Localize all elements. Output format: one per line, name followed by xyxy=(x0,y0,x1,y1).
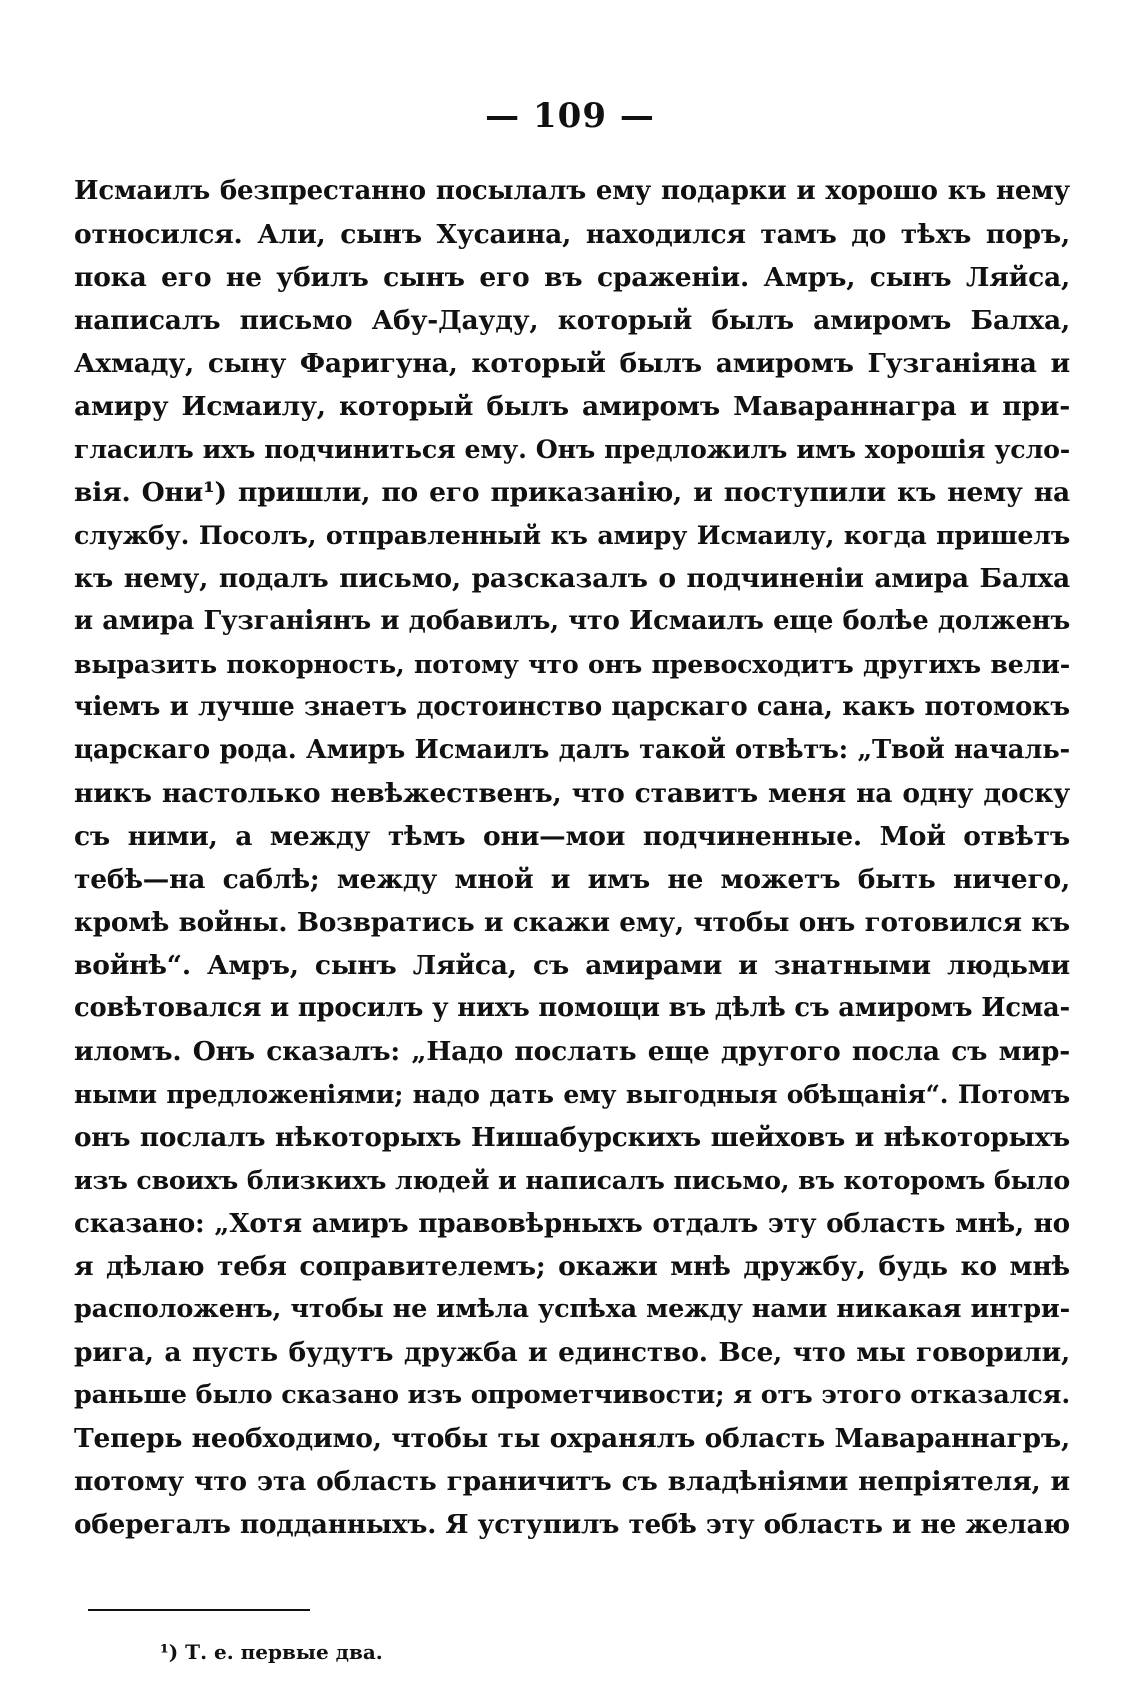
footnote-divider xyxy=(88,1609,310,1611)
text-line-24: изъ своихъ близкихъ людей и написалъ письмо, въ которомъ было xyxy=(74,1165,1070,1195)
text-line-12: выразить покорность, потому что онъ превосходитъ другихъ вели- xyxy=(74,649,1070,679)
text-line-22: ными предложеніями; надо дать ему выгодныя обѣщанія“. Потомъ xyxy=(74,1080,1070,1109)
text-line-11: и амира Гузганіянъ и добавилъ, что Исмаилъ еще болѣе долженъ xyxy=(74,606,1070,636)
text-line-13: чіемъ и лучше знаетъ достоинство царскаго сана, какъ потомокъ xyxy=(74,692,1070,722)
text-line-1: Исмаилъ безпрестанно посылалъ ему подарки и хорошо къ нему xyxy=(74,176,1070,206)
text-line-29: раньше было сказано изъ опрометчивости; я отъ этого отказался. xyxy=(74,1380,1070,1410)
text-line-21: иломъ. Онъ сказалъ: „Надо послать еще другого посла съ мир- xyxy=(74,1036,1070,1067)
text-line-27: расположенъ, чтобы не имѣла успѣха между нами никакая интри- xyxy=(74,1294,1070,1324)
body-text xyxy=(74,170,1070,1546)
text-line-17: тебѣ—на саблѣ; между мной и имъ не можетъ быть ничего, xyxy=(74,864,1070,895)
text-line-6: амиру Исмаилу, который былъ амиромъ Мавараннагра и при- xyxy=(74,391,1070,422)
page-number: — 109 — xyxy=(485,96,655,136)
text-line-20: совѣтовался и просилъ у нихъ помощи въ дѣлѣ съ амиромъ Исма- xyxy=(74,993,1070,1023)
text-line-2: относился. Али, сынъ Хусаина, находился тамъ до тѣхъ поръ, xyxy=(74,219,1070,250)
text-line-3: пока его не убилъ сынъ его въ сраженіи. Амръ, сынъ Ляйса, xyxy=(74,262,1070,293)
text-line-18: кромѣ войны. Возвратись и скажи ему, чтобы онъ готовился къ xyxy=(74,907,1070,938)
text-line-26: я дѣлаю тебя соправителемъ; окажи мнѣ дружбу, будь ко мнѣ xyxy=(74,1251,1070,1282)
text-line-31: потому что эта область граничитъ съ владѣніями непріятеля, и xyxy=(74,1466,1070,1497)
text-line-9: службу. Посолъ, отправленный къ амиру Исмаилу, когда пришелъ xyxy=(74,520,1070,550)
text-line-7: гласилъ ихъ подчиниться ему. Онъ предложилъ имъ хорошія усло- xyxy=(74,434,1070,464)
text-line-5: Ахмаду, сыну Фаригуна, который былъ амиромъ Гузганіяна и xyxy=(74,348,1070,379)
text-line-28: рига, а пусть будутъ дружба и единство. Все, что мы говорили, xyxy=(74,1337,1070,1368)
text-line-8: вія. Они¹) пришли, по его приказанію, и поступили къ нему на xyxy=(74,477,1070,508)
text-line-19: войнѣ“. Амръ, сынъ Ляйса, съ амирами и знатными людьми xyxy=(74,950,1070,981)
text-line-14: царскаго рода. Амиръ Исмаилъ далъ такой отвѣтъ: „Твой началь- xyxy=(74,735,1070,765)
footnote: ¹) Т. е. первые два. xyxy=(160,1640,383,1664)
text-line-15: никъ настолько невѣжественъ, что ставитъ меня на одну доску xyxy=(74,778,1070,809)
text-line-30: Теперь необходимо, чтобы ты охранялъ область Мавараннагръ, xyxy=(74,1423,1070,1454)
text-line-23: онъ послалъ нѣкоторыхъ Нишабурскихъ шейховъ и нѣкоторыхъ xyxy=(74,1122,1070,1153)
text-line-16: съ ними, а между тѣмъ они—мои подчиненные. Мой отвѣтъ xyxy=(74,821,1070,852)
text-line-4: написалъ письмо Абу-Дауду, который былъ амиромъ Балха, xyxy=(74,305,1070,336)
text-line-32: оберегалъ подданныхъ. Я уступилъ тебѣ эту область и не желаю xyxy=(74,1509,1070,1540)
text-line-25: сказано: „Хотя амиръ правовѣрныхъ отдалъ эту область мнѣ, но xyxy=(74,1208,1070,1239)
text-line-10: къ нему, подалъ письмо, разсказалъ о подчиненіи амира Балха xyxy=(74,563,1070,594)
